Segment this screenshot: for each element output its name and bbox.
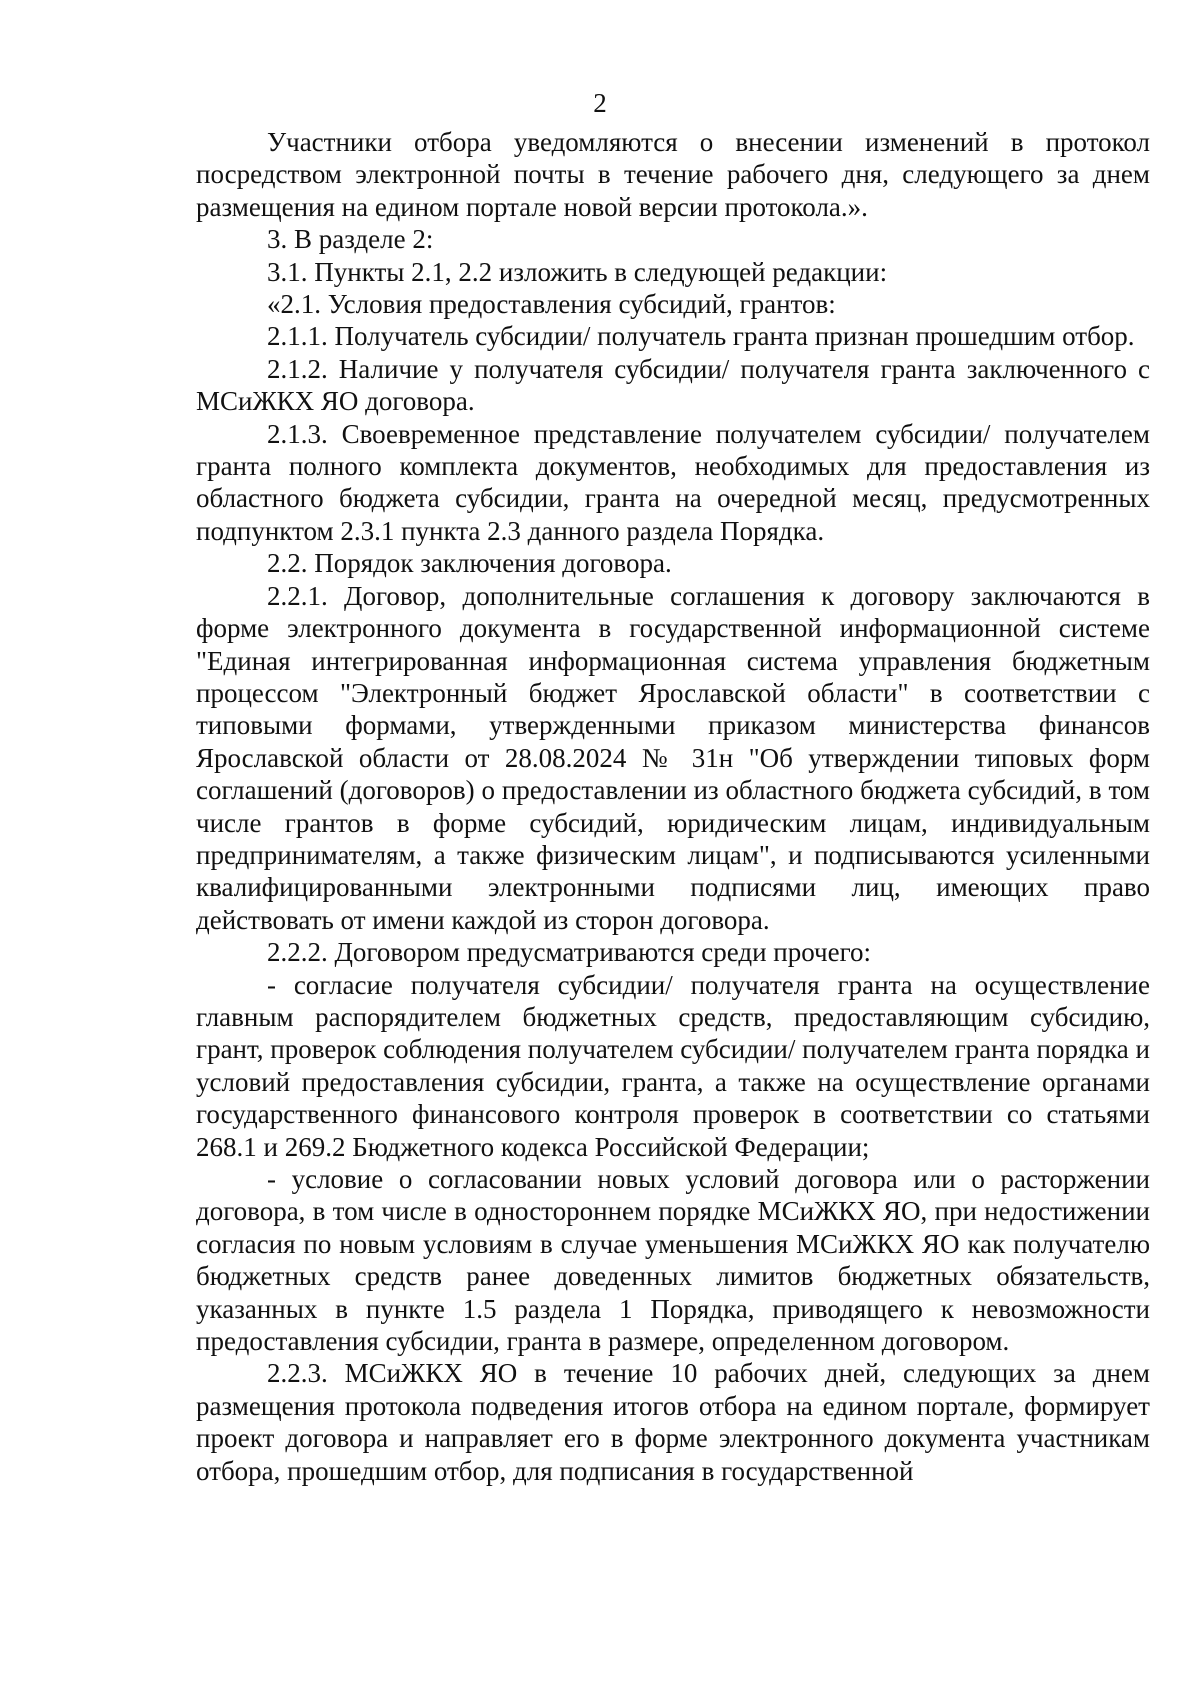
paragraph-2-2-2: 2.2.2. Договором предусматриваются среди прочего: (267, 937, 872, 968)
paragraph-2-2: 2.2. Порядок заключения договора. (267, 548, 672, 579)
document-body (196, 126, 1150, 1487)
paragraph-2-1: «2.1. Условия предоставления субсидий, грантов: (267, 289, 836, 320)
list-item-condition: - условие о согласовании новых условий договора или о расторжении договора, в том числе в одностороннем порядке МСиЖКХ ЯО, при недостижении согласия по новым условиям в случае уменьшения МСиЖКХ ЯО как получателю бюджетных средств ранее доведенных лимитов бюджетных обязательств, указанных в пункте 1.5 раздела 1 Порядка, приводящего к невозможности предоставления субсидии, гранта в размере, определенном договором. (196, 1164, 1150, 1357)
list-item-consent: - согласие получателя субсидии/ получателя гранта на осуществление главным распорядителем бюджетных средств, предоставляющим субсидию, грант, проверок соблюдения получателем субсидии/ получателем гранта порядка и условий предоставления субсидии, гранта, а также на осуществление органами государственного финансового контроля проверок в соответствии со статьями 268.1 и 269.2 Бюджетного кодекса Российской Федерации; (196, 969, 1150, 1162)
page-number: 2 (593, 88, 607, 118)
paragraph-2-1-1: 2.1.1. Получатель субсидии/ получатель гранта признан прошедшим отбор. (267, 321, 1135, 352)
paragraph-2-2-3: 2.2.3. МСиЖКХ ЯО в течение 10 рабочих дней, следующих за днем размещения протокола подведения итогов отбора на едином портале, формирует проект договора и направляет его в форме электронного документа участникам отбора, прошедшим отбор, для подписания в государственной (196, 1358, 1150, 1486)
paragraph-2-2-1: 2.2.1. Договор, дополнительные соглашения к договору заключаются в форме электронного документа в государственной информационной системе "Единая интегрированная информационная система управления бюджетным процессом "Электронный бюджет Ярославской области" в соответствии с типовыми формами, утвержденными приказом министерства финансов Ярославской области от 28.08.2024 № 31н "Об утверждении типовых форм соглашений (договоров) о предоставлении из областного бюджета субсидий, в том числе грантов в форме субсидий, юридическим лицам, индивидуальным предпринимателям, а также физическим лицам", и подписываются усиленными квалифицированными электронными подписями лиц, имеющих право действовать от имени каждой из сторон договора. (196, 580, 1150, 935)
paragraph-3-1: 3.1. Пункты 2.1, 2.2 изложить в следующей редакции: (267, 256, 888, 287)
paragraph-section-2-header: 3. В разделе 2: (267, 224, 434, 255)
paragraph-2-1-3: 2.1.3. Своевременное представление получателем субсидии/ получателем гранта полного комплекта документов, необходимых для предоставления из областного бюджета субсидии, гранта на очередной месяц, предусмотренных подпунктом 2.3.1 пункта 2.3 данного раздела Порядка. (196, 418, 1150, 546)
paragraph-2-1-2: 2.1.2. Наличие у получателя субсидии/ получателя гранта заключенного с МСиЖКХ ЯО договора. (196, 353, 1150, 417)
paragraph-notification: Участники отбора уведомляются о внесении изменений в протокол посредством электронной почты в течение рабочего дня, следующего за днем размещения на едином портале новой версии протокола.». (196, 127, 1150, 222)
